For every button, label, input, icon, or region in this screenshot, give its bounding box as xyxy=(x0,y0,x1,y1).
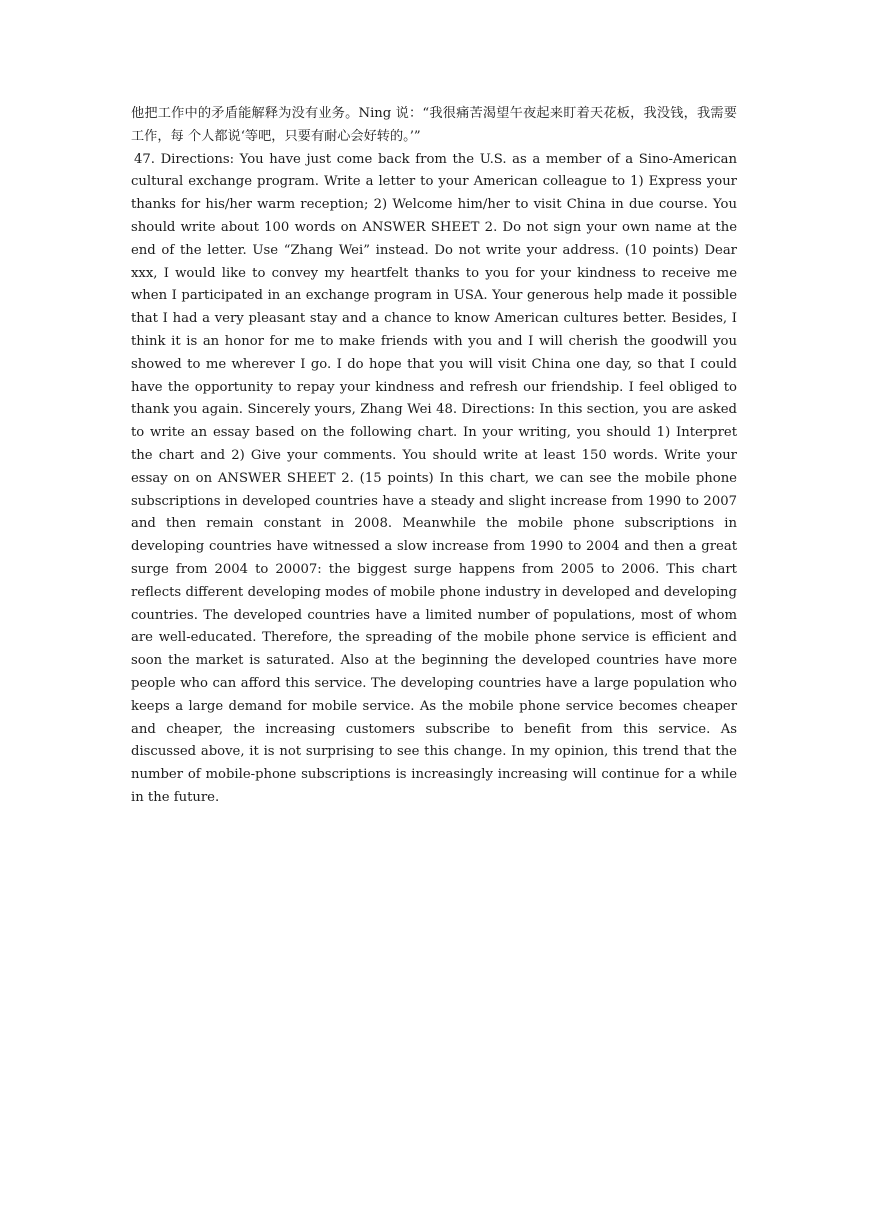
document-page xyxy=(131,103,737,810)
chinese-quote-paragraph: 他把工作中的矛盾能解释为没有业务。Ning 说：“我很痛苦渴望午夜起来盯着天花板，我没钱，我需要工作，每 个人都说‘等吧，只要有耐心会好转的。’” xyxy=(131,106,737,144)
writing-questions-paragraph: 47. Directions: You have just come back from the U.S. as a member of a Sino-American cultural exchange program. Write a letter to your American colleague to 1) Express your thanks for his/her warm reception; 2) Welcome him/her to visit China in due course. You should write about 100 words on ANSWER SHEET 2. Do not sign your own name at the end of the letter. Use “Zhang Wei” instead. Do not write your address. (10 points) Dear xxx, I would like to convey my heartfelt thanks to you for your kindness to receive me when I participated in an exchange program in USA. Your generous help made it possible that I had a very pleasant stay and a chance to know American cultures better. Besides, I think it is an honor for me to make friends with you and I will cherish the goodwill you showed to me wherever I go. I do hope that you will visit China one day, so that I could have the opportunity to repay your kindness and refresh our friendship. I feel obliged to thank you again. Sincerely yours, Zhang Wei 48. Directions: In this section, you are asked to write an essay based on the following chart. In your writing, you should 1) Interpret the chart and 2) Give your comments. You should write at least 150 words. Write your essay on on ANSWER SHEET 2. (15 points) In this chart, we can see the mobile phone subscriptions in developed countries have a steady and slight increase from 1990 to 2007 and then remain constant in 2008. Meanwhile the mobile phone subscriptions in developing countries have witnessed a slow increase from 1990 to 2004 and then a great surge from 2004 to 20007: the biggest surge happens from 2005 to 2006. This chart reflects different developing modes of mobile phone industry in developed and developing countries. The developed countries have a limited number of populations, most of whom are well-educated. Therefore, the spreading of the mobile phone service is efficient and soon the market is saturated. Also at the beginning the developed countries have more people who can afford this service. The developing countries have a large population who keeps a large demand for mobile service. As the mobile phone service becomes cheaper and cheaper, the increasing customers subscribe to benefit from this service. As discussed above, it is not surprising to see this change. In my opinion, this trend that the number of mobile-phone subscriptions is increasingly increasing will continue for a while in the future. xyxy=(131,151,737,805)
